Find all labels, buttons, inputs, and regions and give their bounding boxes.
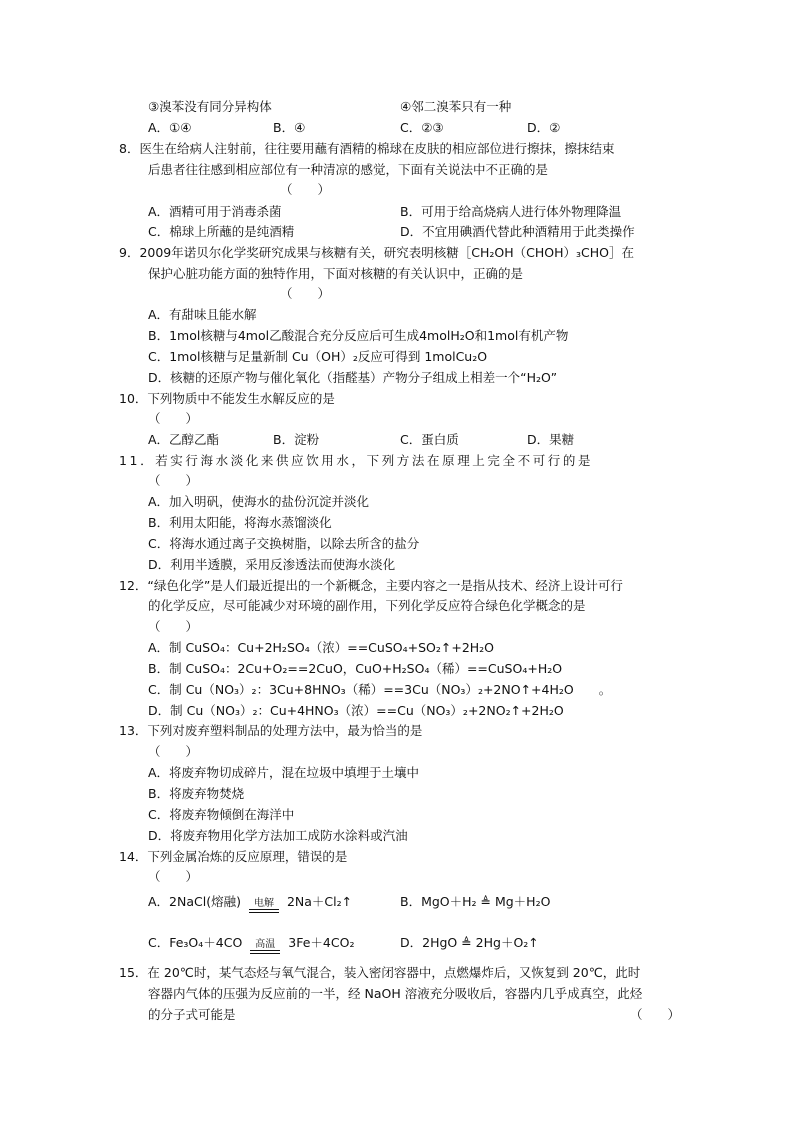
q10-answer-paren: （ ）: [148, 411, 199, 426]
q15-stem-line-1: 15．在 20℃时，某气态烃与氧气混合，装入密闭容器中，点燃爆炸后，又恢复到 20℃，此时: [119, 965, 641, 980]
q11-stem: 11．若实行海水淡化来供应饮用水，下列方法在原理上完全不可行的是: [119, 453, 594, 468]
q10-option-d: D．果糖: [527, 432, 575, 447]
q14-option-c: [148, 934, 354, 954]
q9-stem-line-2: 保护心脏功能方面的独特作用，下面对核糖的有关认识中，正确的是: [148, 266, 524, 281]
reaction-condition-arrow: [249, 898, 279, 913]
q14-option-d: D．2HgO ≜ 2Hg＋O₂↑: [400, 935, 539, 950]
q12-option-c: C．制 Cu（NO₃）₂：3Cu+8HNO₃（稀）==3Cu（NO₃）₂+2NO↑+4H₂O 。: [148, 682, 612, 697]
reaction-condition-label: 高温: [255, 939, 276, 950]
q14-stem: 14．下列金属冶炼的反应原理，错误的是: [119, 849, 348, 864]
q13-answer-paren: （ ）: [148, 744, 199, 759]
q11-option-c: C．将海水通过离子交换树脂，以除去所含的盐分: [148, 536, 420, 551]
q11-option-a: A．加入明矾，使海水的盐份沉淀并淡化: [148, 494, 370, 509]
q9-option-b: B．1mol核糖与4mol乙酸混合充分反应后可生成4molH₂O和1mol有机产物: [148, 328, 569, 343]
q7-item-3: ③溴苯没有同分异构体: [148, 99, 272, 114]
q7-option-c: C．②③: [400, 120, 444, 135]
q14-answer-paren: （ ）: [148, 869, 199, 884]
q8-answer-paren: （ ）: [280, 182, 331, 197]
q9-answer-paren: （ ）: [280, 286, 331, 301]
q9-stem-line-1: 9．2009年诺贝尔化学奖研究成果与核糖有关，研究表明核糖［CH₂OH（CHOH）₃CHO］在: [119, 245, 634, 260]
q14-option-c-products: 3Fe＋4CO₂: [288, 935, 355, 950]
q10-stem: 10．下列物质中不能发生水解反应的是: [119, 391, 335, 406]
q7-option-d: D．②: [527, 120, 561, 135]
q13-option-c: C．将废弃物倾倒在海洋中: [148, 807, 295, 822]
q8-option-c: C．棉球上所蘸的是纯酒精: [148, 224, 295, 239]
q9-option-a: A．有甜味且能水解: [148, 307, 257, 322]
q8-option-b: B．可用于给高烧病人进行体外物理降温: [400, 204, 622, 219]
q9-option-c: C．1mol核糖与足量新制 Cu（OH）₂反应可得到 1molCu₂O: [148, 349, 488, 364]
q14-option-a-reactants: A．2NaCl(熔融): [148, 894, 241, 909]
q12-answer-paren: （ ）: [148, 619, 199, 634]
q8-stem-line-1: 8．医生在给病人注射前，往往要用蘸有酒精的棉球在皮肤的相应部位进行擦抹，擦抹结束: [119, 141, 615, 156]
q14-option-c-reactants: C．Fe₃O₄＋4CO: [148, 935, 243, 950]
q10-option-b: B．淀粉: [273, 432, 320, 447]
q12-stem-line-1: 12．“绿色化学”是人们最近提出的一个新概念，主要内容之一是指从技术、经济上设计可行: [119, 578, 623, 593]
q12-option-d: D．制 Cu（NO₃）₂：Cu+4HNO₃（浓）==Cu（NO₃）₂+2NO₂↑+2H₂O: [148, 703, 564, 718]
q15-answer-paren: （ ）: [630, 1007, 681, 1022]
q14-option-a-products: 2Na＋Cl₂↑: [286, 894, 353, 909]
reaction-condition-arrow: [250, 939, 280, 954]
q11-answer-paren: （ ）: [148, 473, 199, 488]
q8-stem-line-2: 后患者往往感到相应部位有一种清凉的感觉，下面有关说法中不正确的是: [148, 162, 549, 177]
q11-option-b: B．利用太阳能，将海水蒸馏淡化: [148, 515, 332, 530]
q7-option-b: B．④: [273, 120, 306, 135]
q13-option-d: D．将废弃物用化学方法加工成防水涂料或汽油: [148, 828, 408, 843]
q12-stem-line-2: 的化学反应，尽可能减少对环境的副作用，下列化学反应符合绿色化学概念的是: [148, 598, 586, 613]
q10-option-a: A．乙醇乙酯: [148, 432, 220, 447]
q12-option-a: A．制 CuSO₄：Cu+2H₂SO₄（浓）==CuSO₄+SO₂↑+2H₂O: [148, 640, 495, 655]
q8-option-d: D．不宜用碘酒代替此种酒精用于此类操作: [400, 224, 635, 239]
q7-item-4: ④邻二溴苯只有一种: [400, 99, 512, 114]
q13-option-a: A．将废弃物切成碎片，混在垃圾中填埋于土壤中: [148, 765, 420, 780]
q10-option-c: C．蛋白质: [400, 432, 459, 447]
q8-option-a: A．酒精可用于消毒杀菌: [148, 204, 282, 219]
q14-option-a: [148, 893, 352, 913]
q13-option-b: B．将废弃物焚烧: [148, 786, 245, 801]
q15-stem-line-3: 的分子式可能是: [148, 1007, 236, 1022]
q7-option-a: A．①④: [148, 120, 192, 135]
q13-stem: 13．下列对废弃塑料制品的处理方法中，最为恰当的是: [119, 723, 423, 738]
q12-option-b: B．制 CuSO₄：2Cu+O₂==2CuO，CuO+H₂SO₄（稀）==CuSO₄+H₂O: [148, 661, 563, 676]
q14-option-b: B．MgO＋H₂ ≜ Mg＋H₂O: [400, 894, 551, 909]
reaction-condition-label: 电解: [253, 898, 274, 909]
q9-option-d: D．核糖的还原产物与催化氧化（指醛基）产物分子组成上相差一个“H₂O”: [148, 370, 558, 385]
q15-stem-line-2: 容器内气体的压强为反应前的一半，经 NaOH 溶液充分吸收后，容器内几乎成真空，此烃: [148, 986, 643, 1001]
q11-option-d: D．利用半透膜，采用反渗透法而使海水淡化: [148, 557, 396, 572]
